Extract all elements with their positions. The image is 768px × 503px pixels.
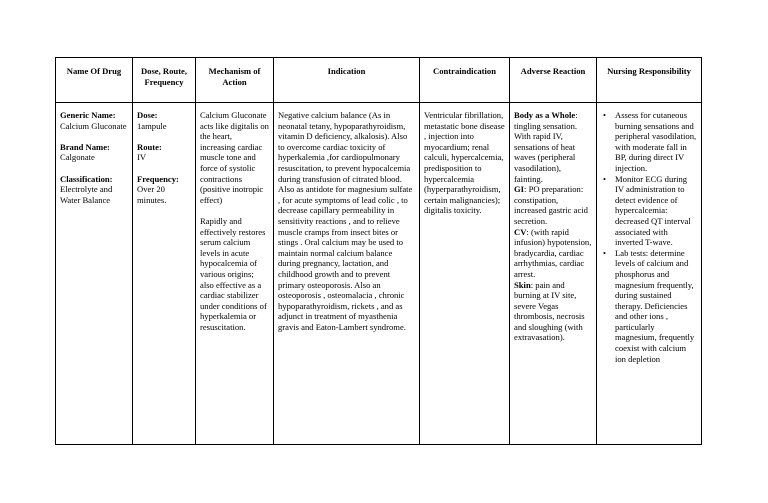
header-mechanism: Mechanism of Action: [196, 58, 274, 103]
adverse-gi-text: : PO preparation: constipation, increased gastric acid secretion.: [514, 184, 588, 226]
header-nursing-responsibility: Nursing Responsibility: [597, 58, 702, 103]
header-indication: Indication: [274, 58, 420, 103]
adverse-cv-section: [514, 227, 592, 280]
generic-name-label: Generic Name:: [60, 110, 116, 120]
drug-study-table: [55, 57, 702, 445]
classification-label: Classification:: [60, 173, 113, 184]
cell-adverse-reaction: [510, 103, 597, 445]
mechanism-paragraph-1: Calcium Gluconate acts like digitalis on the heart, increasing cardiac muscle tone and force of systolic contractions (positive inotropic effect): [200, 110, 269, 205]
cell-name-of-drug: [56, 103, 133, 445]
indication-text: Negative calcium balance (As in neonatal tetany, hypoparathyroidism, vitamin D deficiency, alkalosis). Also to overcome cardiac toxicity of hyperkalemia ,for cardiopulmonary resuscitation, to prevent hypocalcemia during transfusion of citrated blood. Also as antidote for magnesium sulfate , for acute symptoms of lead colic , to decrease capillary permeability in sensitivity reactions , and to relieve muscle cramps from insect bites or stings . Oral calcium may be used to maintain normal calcium balance during pregnancy, lactation, and childhood growth and to prevent primary osteoporosis. Also an osteoporosis , osteomalacia , chronic hypoparathyroidism, rickets , and as adjunct in treatment of myasthenia gravis and Eaton-Lambert syndrome.: [278, 110, 413, 332]
dose-label: Dose:: [137, 110, 158, 120]
adverse-skin-label: Skin: [514, 279, 531, 290]
cell-dose-route-frequency: [133, 103, 196, 445]
adverse-skin-section: [514, 280, 592, 344]
cell-contraindication: [420, 103, 510, 445]
adverse-gi-section: [514, 184, 592, 226]
adverse-gi-label: GI: [514, 184, 525, 195]
cell-indication: [274, 103, 420, 445]
frequency-label: Frequency:: [137, 173, 179, 184]
contraindication-text: Ventricular fibrillation, metastatic bone disease , injection into myocardium; renal calculi, hypercalcemia, predisposition to hypercalcemia (hyperparathyroidism, certain malignancies); digitalis toxicity.: [424, 110, 505, 216]
nursing-bullet-2: • Monitor ECG during IV administration to detect evidence of hypercalcemia: decreased QT interval associated with inverted T-wave.: [601, 174, 697, 248]
header-row: [56, 58, 702, 103]
brand-name-label: Brand Name:: [60, 141, 110, 152]
dose-value: 1ampule: [137, 120, 167, 131]
adverse-cv-text: : (with rapid infusion) hypotension, bradycardia, cardiac arrhythmias, cardiac arrest.: [514, 226, 592, 279]
classification-value: Electrolyte and Water Balance: [60, 184, 113, 205]
brand-name-value: Calgonate: [60, 152, 95, 163]
nursing-bullet-3: • Lab tests: determine levels of calcium and phosphorus and magnesium frequently, during sustained therapy. Deficiencies and other ions , particularly magnesium, frequently coexist with calcium ion depletion: [601, 248, 697, 365]
adverse-skin-text: : pain and burning at IV site, severe Vegas thrombosis, necrosis and sloughing (with extravasation).: [514, 279, 585, 343]
header-dose-route-frequency: Dose, Route, Frequency: [133, 58, 196, 103]
adverse-cv-label: CV: [514, 226, 527, 237]
frequency-value: Over 20 minutes.: [137, 184, 167, 205]
route-label: Route:: [137, 141, 162, 152]
header-name-of-drug: Name Of Drug: [56, 58, 133, 103]
cell-nursing-responsibility: [597, 103, 702, 445]
mechanism-paragraph-2: Rapidly and effectively restores serum calcium levels in acute hypocalcemia of various origins; also effective as a cardiac stabilizer under conditions of hyperkalemia or resuscitation.: [200, 215, 267, 332]
header-contraindication: Contraindication: [420, 58, 510, 103]
drug-row: [56, 103, 702, 445]
route-value: IV: [137, 152, 147, 163]
generic-name-value: Calcium Gluconate: [60, 120, 127, 131]
nursing-bullet-1: • Assess for cutaneous burning sensations and peripheral vasodilation, with moderate fall in BP, during direct IV injection.: [601, 110, 697, 174]
adverse-body-section: [514, 110, 592, 184]
header-adverse-reaction: Adverse Reaction: [510, 58, 597, 103]
cell-mechanism: [196, 103, 274, 445]
adverse-body-label: Body as a Whole: [514, 110, 576, 120]
adverse-body-text: : tingling sensation. With rapid IV, sensations of heat waves (peripheral vasodilation), fainting.: [514, 110, 578, 184]
